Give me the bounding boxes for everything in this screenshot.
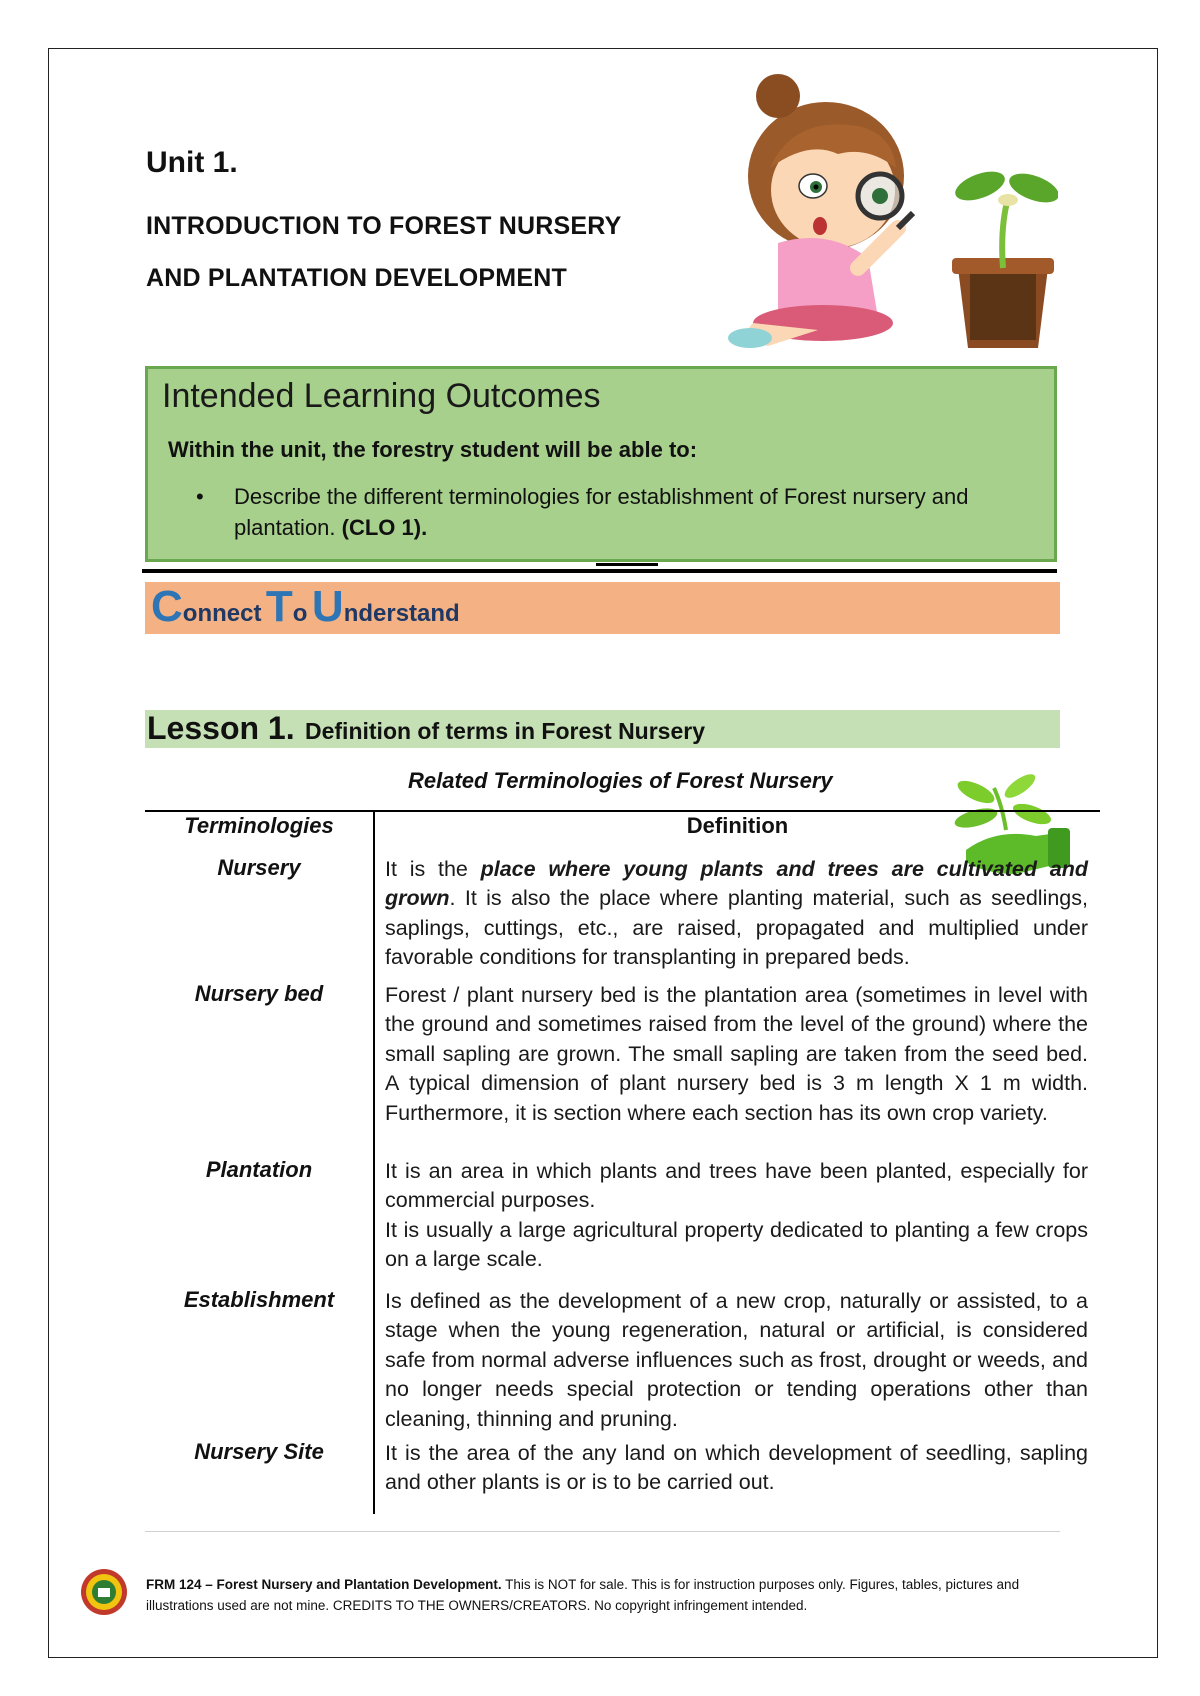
unit-subtitle-line1: INTRODUCTION TO FOREST NURSERY [146,212,622,240]
table-caption: Related Terminologies of Forest Nursery [408,768,833,793]
column-header-terminologies: Terminologies [184,813,334,838]
ctu-word-understand: nderstand [343,600,460,627]
footer-rule [145,1531,1060,1532]
ilo-list [196,481,1016,543]
ilo-heading: Intended Learning Outcomes [162,377,601,415]
ilo-item-clo: (CLO 1). [341,515,428,540]
ilo-item [196,481,1016,543]
university-seal-icon [80,1568,128,1616]
definition-plantation-p2: It is usually a large agricultural property dedicated to planting a few crops on a large scale. [385,1217,1088,1272]
term-nursery: Nursery [217,855,301,880]
ctu-word-to: o [292,600,308,627]
definition-nursery-emphasis: place where young plants and trees are cultivated and grown [385,857,1088,911]
divider-mark [596,563,658,566]
definition-nursery-site: It is the area of the any land on which development of seedling, sapling and other plants is or is to be carried out. [385,1441,1088,1495]
definition-nursery-pre: It is the [385,857,481,881]
ctu-word-connect: onnect [182,600,262,627]
definition-nursery-post: . It is also the place where planting material, such as seedlings, saplings, cuttings, etc., are raised, propagated and multiplied under favorable conditions for transplanting in prepared beds. [385,886,1088,970]
column-header-definition: Definition [686,813,789,838]
connect-to-understand-heading [151,582,460,632]
term-nursery-site: Nursery Site [194,1439,324,1464]
table-column-divider [373,810,375,1514]
ctu-letter-t: T [265,582,293,631]
lesson-banner [145,710,1060,748]
ilo-lead: Within the unit, the forestry student will be able to: [168,437,698,462]
term-nursery-bed: Nursery bed [194,981,324,1006]
girl-with-magnifier-illustration [708,68,1058,363]
definition-nursery [385,855,1088,973]
bullet-icon: • [196,484,204,509]
term-plantation: Plantation [205,1157,313,1182]
unit-subtitle-line2: AND PLANTATION DEVELOPMENT [146,264,567,292]
footer-course: FRM 124 – Forest Nursery and Plantation Development. [146,1577,502,1592]
unit-title: Unit 1. [146,146,238,179]
footer-disclaimer [146,1574,1066,1616]
table-top-rule [145,810,1100,812]
lesson-title: Definition of terms in Forest Nursery [305,718,706,744]
intended-learning-outcomes-box [145,366,1057,562]
lesson-number: Lesson 1. [147,710,295,746]
definition-establishment: Is defined as the development of a new crop, naturally or assisted, to a stage when the young regeneration, natural or artificial, is considered safe from normal adverse influences such as frost, drought or weeds, and no longer needs special protection or tending operations other than cleaning, thinning and pruning. [385,1289,1088,1431]
section-divider [142,569,1057,573]
ilo-item-text: Describe the different terminologies for establishment of Forest nursery and plantation. [234,484,969,540]
ctu-letter-c: C [151,582,183,631]
unit-subtitle [146,200,621,304]
definition-plantation [385,1157,1088,1275]
definition-plantation-p1: It is an area in which plants and trees have been planted, especially for commercial purposes. [385,1159,1088,1213]
connect-to-understand-banner [145,582,1060,634]
ctu-letter-u: U [311,582,344,631]
term-establishment: Establishment [183,1287,335,1312]
definition-nursery-bed: Forest / plant nursery bed is the plantation area (sometimes in level with the ground and sometimes raised from the level of the ground) where the small sapling are grown. The small sapling are taken from the seed bed. A typical dimension of plant nursery bed is 3 m length X 1 m width. Furthermore, it is section where each section has its own crop variety. [385,983,1088,1125]
footer-notice: This is NOT for sale. This is for instruction purposes only. Figures, tables, pictures and illustrations used are not mine. CREDITS TO THE OWNERS/CREATORS. No copyright infringement intended. [146,1577,1020,1613]
